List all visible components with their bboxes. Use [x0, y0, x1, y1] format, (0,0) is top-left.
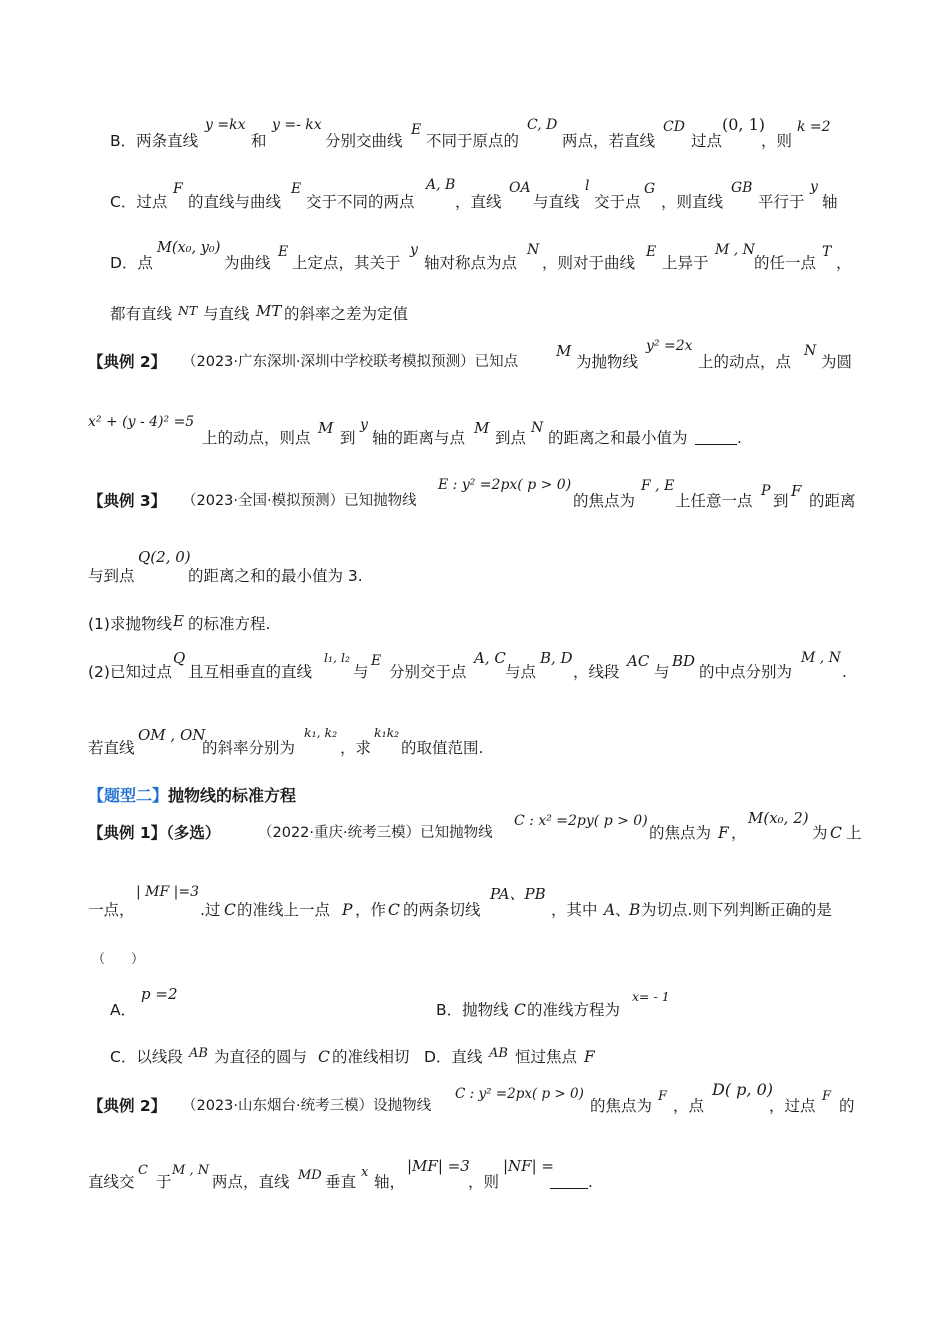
math-expr: PA、PB [490, 885, 546, 903]
math-expr: M(x₀, 2) [748, 809, 809, 827]
example-text: ，点 [673, 1097, 705, 1115]
example-text: 两点，直线 [212, 1173, 290, 1191]
example-text: 的焦点为 [590, 1097, 653, 1115]
option-d: D．直线 [424, 1048, 483, 1066]
math-expr: BD [672, 652, 696, 670]
option-b-text: 和 [251, 132, 267, 150]
example-label: 【典例 1】（多选） [88, 824, 221, 842]
example-text: 上的动点，点 [698, 353, 792, 371]
question-2: 的中点分别为 [699, 663, 793, 681]
example-text: 到 [773, 492, 789, 510]
option-b-text: 不同于原点的 [426, 132, 520, 150]
option-c-text: ，则直线 [661, 193, 724, 211]
math-expr: Q(2, 0) [138, 548, 191, 566]
math-var: C [224, 901, 236, 919]
question-2: . [842, 663, 847, 681]
example-text: .过 [200, 901, 221, 919]
option-c-text: 平行于 [758, 193, 805, 211]
math-expr: A, C [474, 649, 506, 667]
math-var: F [584, 1048, 595, 1066]
math-expr: F [822, 1089, 832, 1104]
math-expr: N [527, 242, 540, 258]
math-expr: MD [298, 1168, 322, 1183]
math-expr: C [138, 1163, 148, 1178]
option-c-text: 轴 [822, 193, 838, 211]
option-d: 恒过焦点 [515, 1048, 578, 1066]
option-c-text: 交于不同的两点 [306, 193, 415, 211]
math-expr: AB [489, 1046, 508, 1061]
example-text: ，则 [468, 1173, 500, 1191]
question-2: 分别交于点 [389, 663, 467, 681]
answer-blank-line [550, 1172, 593, 1192]
example-text: 为抛物线 [576, 353, 639, 371]
math-expr: NT [178, 303, 198, 318]
option-b-text: 过点 [691, 132, 723, 150]
math-expr: M [318, 419, 334, 437]
example-text: 于 [156, 1173, 172, 1191]
example-source: （2022·重庆·统考三模）已知抛物线 [258, 825, 493, 841]
example-text: 为圆 [821, 353, 853, 371]
option-d-text: ，则对于曲线 [542, 254, 636, 272]
example-text: 的 [839, 1097, 855, 1115]
option-d-text: 都有直线 [110, 305, 173, 323]
math-expr: A, B [426, 177, 456, 193]
math-expr: E [291, 181, 302, 197]
example-text: 的距离之和最小值为 [548, 429, 688, 447]
example-text: 的焦点为 [573, 492, 636, 510]
math-expr: M , N [801, 650, 841, 666]
question-2: 与 [654, 663, 670, 681]
example-text: 为 [812, 824, 828, 842]
math-expr: C, D [527, 117, 558, 133]
answer-blank-line [695, 428, 742, 448]
math-var: C [388, 901, 400, 919]
example-text: 、 [615, 901, 631, 919]
example-text: 为切点.则下列判断正确的是 [641, 901, 832, 919]
math-expr: E [411, 122, 422, 138]
option-d-text: D．点 [110, 254, 153, 272]
example-text: ，作 [355, 901, 387, 919]
example-label: 【典例 2】 [88, 1097, 167, 1115]
question-2: (2)已知过点 [88, 663, 172, 681]
option-c-text: 交于点 [594, 193, 641, 211]
option-c-text: ，直线 [455, 193, 502, 211]
example-text: 上的动点，则点 [202, 429, 311, 447]
example-text: . [737, 429, 742, 447]
question-1: (1)求抛物线 [88, 615, 172, 633]
math-var: A [604, 901, 616, 919]
option-d-text: 上定点，其关于 [292, 254, 401, 272]
example-text: 一点， [88, 901, 135, 919]
math-expr: N [804, 343, 817, 359]
math-expr: k₁k₂ [374, 725, 400, 740]
math-expr: E [278, 244, 289, 260]
option-c-text: 与直线 [533, 193, 580, 211]
math-var: P [342, 901, 353, 919]
option-d-text: 上异于 [662, 254, 709, 272]
example-text: ，其中 [551, 901, 598, 919]
math-expr: k₁, k₂ [304, 725, 338, 740]
option-d-text: ， [836, 254, 852, 272]
option-b-text: ，则 [761, 132, 793, 150]
math-expr: D( p, 0) [712, 1080, 773, 1099]
example-text: ，过点 [769, 1097, 816, 1115]
example-text: 的距离之和的最小值为 3. [188, 567, 363, 585]
math-expr: |NF| = [503, 1157, 554, 1175]
math-expr: k =2 [797, 119, 831, 135]
math-expr: M [556, 342, 572, 360]
math-expr: AB [189, 1046, 208, 1061]
math-expr: y =kx [205, 117, 246, 133]
math-expr: x² + (y - 4)² =5 [88, 414, 195, 430]
math-expr: M , N [715, 242, 755, 258]
math-expr: p =2 [141, 985, 178, 1003]
example-text: 垂直 [325, 1173, 357, 1191]
example-text: 的两条切线 [403, 901, 481, 919]
answer-parens: （ ） [92, 952, 145, 967]
math-expr: y [410, 242, 418, 258]
math-expr: l [585, 178, 590, 194]
math-expr: GB [731, 180, 753, 196]
example-text: 轴， [374, 1173, 406, 1191]
math-expr: E : y² =2px( p > 0) [438, 477, 572, 493]
section-tag: 【题型二】 [88, 786, 169, 805]
question-2-cont: 若直线 [88, 739, 135, 757]
example-text: ， [731, 824, 747, 842]
math-var: F [718, 824, 729, 842]
question-2: 与点 [505, 663, 537, 681]
example-text: 上任意一点 [675, 492, 753, 510]
math-expr: P [761, 483, 771, 499]
math-expr: F [173, 181, 183, 197]
example-text: 的距离 [809, 492, 856, 510]
math-var: B [629, 901, 641, 919]
example-label: 【典例 3】 [88, 492, 167, 510]
math-var: C [318, 1048, 330, 1066]
math-expr: M(x₀, y₀) [157, 240, 221, 256]
example-text: 的准线上一点 [237, 901, 331, 919]
math-var: C [830, 824, 842, 842]
question-2-cont: 的斜率分别为 [202, 739, 296, 757]
option-c-text: 的直线与曲线 [188, 193, 282, 211]
math-expr: G [644, 181, 656, 197]
option-b-text: 两点，若直线 [562, 132, 656, 150]
example-text: 与到点 [88, 567, 135, 585]
math-var: C [514, 1001, 526, 1019]
math-expr: C : x² =2py( p > 0) [514, 813, 648, 829]
math-expr: B, D [540, 649, 573, 667]
example-text: 到 [340, 429, 356, 447]
math-expr: N [531, 420, 544, 436]
option-a: A． [110, 1001, 137, 1019]
math-expr: MT [256, 302, 282, 320]
math-expr: x [361, 1165, 369, 1180]
option-b-text: B．两条直线 [110, 132, 199, 150]
math-expr: | MF |=3 [136, 884, 200, 900]
question-2-cont: ，求 [340, 739, 372, 757]
math-expr: F [791, 482, 802, 500]
example-text: 直线交 [88, 1173, 135, 1191]
section-title: 抛物线的标准方程 [168, 786, 297, 805]
math-expr: x= - 1 [632, 989, 670, 1004]
example-label: 【典例 2】 [88, 353, 167, 371]
example-source: （2023·全国·模拟预测）已知抛物线 [182, 493, 417, 509]
option-c: C．以线段 [110, 1048, 183, 1066]
question-2: ，线段 [573, 663, 620, 681]
option-d-text: 的任一点 [754, 254, 817, 272]
math-expr: E [371, 653, 382, 669]
option-d-text: 为曲线 [224, 254, 271, 272]
option-d-text: 轴对称点为点 [424, 254, 518, 272]
math-expr: F , E [641, 478, 675, 494]
option-c-text: C．过点 [110, 193, 168, 211]
option-b-text: 分别交曲线 [325, 132, 403, 150]
example-text: 轴的距离与点 [372, 429, 466, 447]
example-text: . [588, 1173, 593, 1191]
question-2: 与 [353, 663, 369, 681]
option-b: B．抛物线 [436, 1001, 509, 1019]
question-2: 且互相垂直的直线 [188, 663, 313, 681]
example-text: 上 [846, 824, 862, 842]
question-2-cont: 的取值范围. [401, 739, 484, 757]
math-expr: y [360, 417, 368, 433]
option-d-text: 与直线 [203, 305, 250, 323]
math-expr: |MF| =3 [407, 1157, 470, 1175]
question-1: 的标准方程. [188, 615, 271, 633]
math-expr: l₁, l₂ [324, 650, 350, 665]
math-expr: E [173, 612, 184, 630]
math-expr: M , N [172, 1163, 210, 1178]
section-heading [88, 786, 296, 806]
math-expr: M [474, 419, 490, 437]
example-source: （2023·广东深圳·深圳中学校联考模拟预测）已知点 [182, 354, 519, 370]
option-b: 的准线方程为 [527, 1001, 621, 1019]
math-expr: OA [509, 180, 531, 196]
option-c: 的准线相切 [332, 1048, 410, 1066]
option-c: 为直径的圆与 [214, 1048, 308, 1066]
math-expr: T [822, 244, 832, 260]
example-source: （2023·山东烟台·统考三模）设抛物线 [182, 1098, 432, 1114]
example-text: 到点 [495, 429, 527, 447]
math-expr: y =- kx [272, 117, 322, 133]
math-expr: y² =2x [646, 338, 693, 354]
math-expr: C : y² =2px( p > 0) [455, 1086, 584, 1102]
option-d-text: 的斜率之差为定值 [284, 305, 409, 323]
math-expr: AC [627, 652, 650, 670]
math-expr: Q [173, 649, 186, 667]
math-expr: F [658, 1089, 668, 1104]
example-text: 的焦点为 [649, 824, 712, 842]
math-expr: OM , ON [138, 726, 206, 744]
math-expr: CD [663, 119, 685, 135]
math-expr: y [810, 179, 818, 195]
math-expr: E [646, 244, 657, 260]
math-expr: (0, 1) [722, 115, 766, 134]
